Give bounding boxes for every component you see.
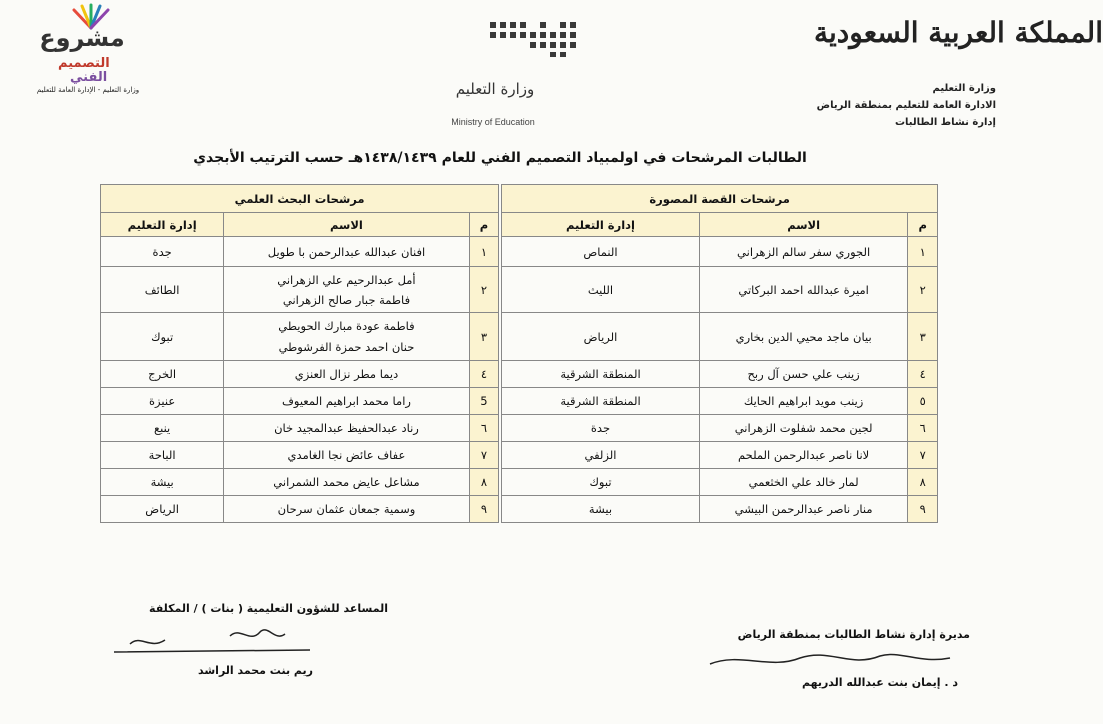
document-title: الطالبات المرشحات في اولمبياد التصميم الفني للعام ١٤٣٨/١٤٣٩هـ حسب الترتيب الأبجدي <box>193 150 807 166</box>
table-gap <box>499 469 502 496</box>
ministry-line: إدارة نشاط الطالبات <box>894 117 996 128</box>
education-admin: المنطقة الشرقية <box>502 388 700 415</box>
section-header-research: مرشحات البحث العلمي <box>101 185 499 213</box>
row-num: ٢ <box>908 267 938 313</box>
table-row <box>101 267 938 313</box>
table-row <box>101 388 938 415</box>
table-row <box>101 469 938 496</box>
moe-logo-arabic: وزارة التعليم <box>455 80 535 98</box>
moe-logo <box>430 20 590 127</box>
education-admin: بيشة <box>101 469 224 496</box>
student-name: لجين محمد شفلوت الزهراني <box>699 415 908 442</box>
row-num: ٣ <box>908 313 938 361</box>
education-admin: الليث <box>502 267 700 313</box>
column-header-name: الاسم <box>699 213 908 237</box>
student-name: فاطمة عودة مبارك الحويطي <box>278 319 415 333</box>
education-admin: تبوك <box>101 313 224 361</box>
row-num: ٣ <box>469 313 499 361</box>
table-gap <box>499 442 502 469</box>
ministry-line: الادارة العامة للتعليم بمنطقة الرياض <box>816 100 996 111</box>
project-logo <box>22 4 142 96</box>
column-header-num: م <box>908 213 938 237</box>
student-name: بيان ماجد محيي الدين بخاري <box>699 313 908 361</box>
student-name: لمار خالد علي الخثعمي <box>699 469 908 496</box>
education-admin: الرياض <box>502 313 700 361</box>
education-admin: المنطقة الشرقية <box>502 361 700 388</box>
student-name: حنان احمد حمزة الفرشوطي <box>278 340 415 354</box>
table-row <box>101 237 938 267</box>
student-name: افنان عبدالله عبدالرحمن با طويل <box>224 237 469 267</box>
student-names <box>224 267 469 313</box>
signature-scribble-right-icon <box>700 644 960 674</box>
signature-title-left: المساعد للشؤون التعليمية ( بنات ) / المكلفة <box>149 602 388 615</box>
signature-scribble-left-icon <box>110 622 320 662</box>
student-name: وسمية جمعان عثمان سرحان <box>224 496 469 523</box>
moe-dots-icon <box>488 20 586 58</box>
signature-title-right: مديرة إدارة نشاط الطالبات بمنطقة الرياض <box>737 628 970 641</box>
row-num: ٦ <box>469 415 499 442</box>
row-num: ٦ <box>908 415 938 442</box>
row-num: ٨ <box>469 469 499 496</box>
student-name: الجوري سفر سالم الزهراني <box>699 237 908 267</box>
moe-logo-english: Ministry of Education <box>451 117 535 127</box>
student-name: لانا ناصر عبدالرحمن الملحم <box>699 442 908 469</box>
table-gap <box>499 415 502 442</box>
ministry-address-block <box>817 80 996 131</box>
education-admin: ينبع <box>101 415 224 442</box>
table-gap <box>499 361 502 388</box>
column-header-admin: إدارة التعليم <box>101 213 224 237</box>
row-num: ٨ <box>908 469 938 496</box>
column-header-num: م <box>469 213 499 237</box>
student-name: منار ناصر عبدالرحمن البيشي <box>699 496 908 523</box>
column-header-admin: إدارة التعليم <box>502 213 700 237</box>
student-name: فاطمة جبار صالح الزهراني <box>282 292 411 307</box>
education-admin: جدة <box>101 237 224 267</box>
education-admin: عنيزة <box>101 388 224 415</box>
signature-name-right: د . إيمان بنت عبدالله الدريهم <box>801 676 958 689</box>
student-name: أمل عبدالرحيم علي الزهراني <box>277 272 416 287</box>
table-row <box>101 313 938 361</box>
row-num: ٩ <box>908 496 938 523</box>
row-num: ٧ <box>908 442 938 469</box>
student-name: رناد عبدالحفيظ عبدالمجيد خان <box>224 415 469 442</box>
education-admin: النماص <box>502 237 700 267</box>
kingdom-logo: المملكة العربية السعودية <box>814 16 1103 49</box>
education-admin: الرياض <box>101 496 224 523</box>
table-gap <box>499 388 502 415</box>
column-header-name: الاسم <box>224 213 469 237</box>
table-gap <box>499 496 502 523</box>
row-num: 5 <box>469 388 499 415</box>
student-names <box>224 313 469 361</box>
student-name: اميرة عبدالله احمد البركاتي <box>699 267 908 313</box>
project-logo-subtitle: الفني <box>70 70 108 85</box>
row-num: ٥ <box>908 388 938 415</box>
table-gap <box>499 313 502 361</box>
row-num: ٧ <box>469 442 499 469</box>
row-num: ٤ <box>469 361 499 388</box>
student-name: ديما مطر نزال العنزي <box>224 361 469 388</box>
signature-name-left: ريم بنت محمد الراشد <box>198 664 313 677</box>
project-logo-subtitle: التصميم <box>58 56 110 71</box>
education-admin: جدة <box>502 415 700 442</box>
table-row <box>101 442 938 469</box>
table-gap <box>499 185 502 213</box>
student-name: زينب علي حسن آل ربح <box>699 361 908 388</box>
table-row <box>101 361 938 388</box>
student-name: راما محمد ابراهيم المعيوف <box>224 388 469 415</box>
student-name: مشاعل عايض محمد الشمراني <box>224 469 469 496</box>
row-num: ٩ <box>469 496 499 523</box>
table-gap <box>499 213 502 237</box>
education-admin: تبوك <box>502 469 700 496</box>
project-logo-footer: وزارة التعليم - الإدارة العامة للتعليم <box>36 86 140 94</box>
table-row <box>101 496 938 523</box>
row-num: ٢ <box>469 267 499 313</box>
table-gap <box>499 267 502 313</box>
table-gap <box>499 237 502 267</box>
table-row <box>101 415 938 442</box>
education-admin: بيشة <box>502 496 700 523</box>
education-admin: الطائف <box>101 267 224 313</box>
candidates-table <box>100 184 938 523</box>
section-header-story: مرشحات القصة المصورة <box>502 185 938 213</box>
student-name: عفاف عائض نجا الغامدي <box>224 442 469 469</box>
ministry-line: وزارة التعليم <box>932 83 996 94</box>
education-admin: الزلفي <box>502 442 700 469</box>
education-admin: الخرج <box>101 361 224 388</box>
project-logo-title: مشروع <box>39 24 125 52</box>
student-name: زينب مويد ابراهيم الحايك <box>699 388 908 415</box>
row-num: ٤ <box>908 361 938 388</box>
row-num: ١ <box>908 237 938 267</box>
education-admin: الباحة <box>101 442 224 469</box>
row-num: ١ <box>469 237 499 267</box>
